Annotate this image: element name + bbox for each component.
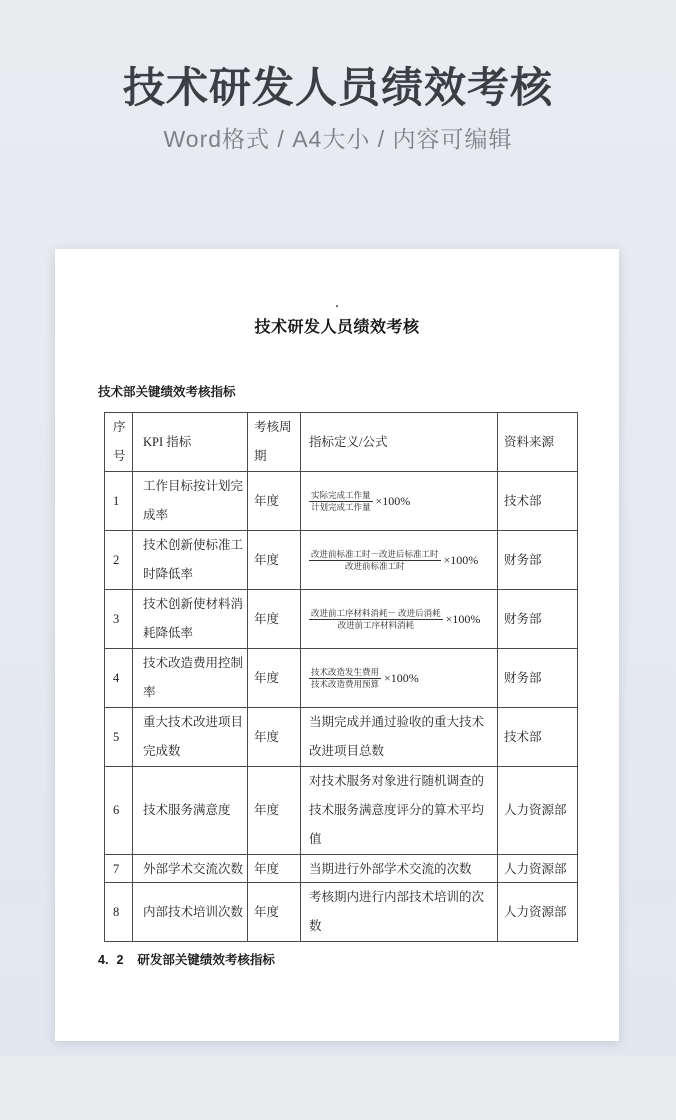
banner-subtitle: Word格式 / A4大小 / 内容可编辑 [163, 126, 513, 153]
cell-kpi-name: 技术创新使材料消耗降低率 [133, 590, 248, 649]
table-row [105, 855, 578, 883]
cell-kpi-name: 外部学术交流次数 [133, 855, 248, 883]
table-header-row [105, 413, 578, 472]
cell-kpi-name: 工作目标按计划完成率 [133, 472, 248, 531]
stray-period: . [335, 295, 339, 311]
column-header: 考核周期 [248, 413, 301, 472]
cell-kpi-name: 技术改造费用控制率 [133, 649, 248, 708]
cell-definition-formula: 当期进行外部学术交流的次数 [301, 855, 498, 883]
cell-definition-formula: 对技术服务对象进行随机调查的技术服务满意度评分的算术平均值 [301, 767, 498, 855]
cell-definition-formula: 当期完成并通过验收的重大技术改进项目总数 [301, 708, 498, 767]
fraction-numerator: 改进前工序材料消耗－ 改进后消耗 [309, 608, 443, 620]
cell-assessment-period: 年度 [248, 590, 301, 649]
cell-serial-number: 4 [105, 649, 133, 708]
fraction-numerator: 改进前标准工时－改进后标准工时 [309, 549, 441, 561]
cell-assessment-period: 年度 [248, 649, 301, 708]
fraction-numerator: 技术改造发生费用 [309, 667, 381, 679]
footer-heading-subnumber: 2 [116, 953, 124, 967]
fraction-denominator: 改进前工序材料消耗 [337, 619, 415, 630]
cell-data-source: 人力资源部 [498, 767, 578, 855]
cell-data-source: 技术部 [498, 708, 578, 767]
kpi-table-head [105, 413, 578, 472]
kpi-table-body [105, 472, 578, 942]
cell-definition-formula [301, 531, 498, 590]
cell-kpi-name: 重大技术改进项目完成数 [133, 708, 248, 767]
cell-serial-number: 7 [105, 855, 133, 883]
cell-definition-formula: 考核期内进行内部技术培训的次数 [301, 883, 498, 942]
fraction-multiplier: ×100% [375, 493, 411, 508]
cell-assessment-period: 年度 [248, 708, 301, 767]
table-row [105, 649, 578, 708]
table-row [105, 531, 578, 590]
cell-kpi-name: 技术服务满意度 [133, 767, 248, 855]
banner [0, 64, 676, 154]
table-row [105, 590, 578, 649]
fraction-denominator: 改进前标准工时 [345, 560, 405, 571]
cell-definition-formula [301, 472, 498, 531]
cell-serial-number: 5 [105, 708, 133, 767]
cell-serial-number: 2 [105, 531, 133, 590]
table-row [105, 883, 578, 942]
column-header: 序号 [105, 413, 133, 472]
cell-serial-number: 6 [105, 767, 133, 855]
fraction-multiplier: ×100% [445, 611, 481, 626]
footer-heading-label: 研发部关键绩效考核指标 [137, 953, 275, 967]
cell-data-source: 财务部 [498, 649, 578, 708]
cell-assessment-period: 年度 [248, 767, 301, 855]
cell-assessment-period: 年度 [248, 855, 301, 883]
formula-fraction [309, 490, 373, 513]
cell-data-source: 人力资源部 [498, 855, 578, 883]
footer-heading [98, 951, 619, 969]
document-title: 技术研发人员绩效考核 [254, 319, 420, 336]
fraction-multiplier: ×100% [443, 552, 479, 567]
fraction-denominator: 技术改造费用预算 [311, 678, 380, 689]
column-header: KPI 指标 [133, 413, 248, 472]
section-heading: 技术部关键绩效考核指标 [98, 385, 236, 399]
table-row [105, 472, 578, 531]
cell-serial-number: 1 [105, 472, 133, 531]
banner-title: 技术研发人员绩效考核 [122, 64, 553, 111]
fraction-numerator: 实际完成工作量 [309, 490, 373, 502]
cell-data-source: 财务部 [498, 590, 578, 649]
footer-heading-number: 4. [98, 953, 109, 967]
cell-kpi-name: 内部技术培训次数 [133, 883, 248, 942]
column-header: 指标定义/公式 [301, 413, 498, 472]
cell-serial-number: 8 [105, 883, 133, 942]
table-row [105, 767, 578, 855]
document-page [55, 249, 619, 1041]
cell-kpi-name: 技术创新使标准工时降低率 [133, 531, 248, 590]
kpi-table [104, 412, 578, 942]
cell-data-source: 人力资源部 [498, 883, 578, 942]
cell-data-source: 财务部 [498, 531, 578, 590]
fraction-denominator: 计划完成工作量 [311, 501, 371, 512]
cell-definition-formula [301, 649, 498, 708]
fraction-multiplier: ×100% [384, 670, 419, 685]
column-header: 资料来源 [498, 413, 578, 472]
cell-assessment-period: 年度 [248, 472, 301, 531]
table-row [105, 708, 578, 767]
cell-definition-formula [301, 590, 498, 649]
formula-fraction [309, 667, 381, 690]
formula-fraction [309, 608, 443, 631]
cell-data-source: 技术部 [498, 472, 578, 531]
cell-assessment-period: 年度 [248, 531, 301, 590]
cell-assessment-period: 年度 [248, 883, 301, 942]
cell-serial-number: 3 [105, 590, 133, 649]
formula-fraction [309, 549, 441, 572]
